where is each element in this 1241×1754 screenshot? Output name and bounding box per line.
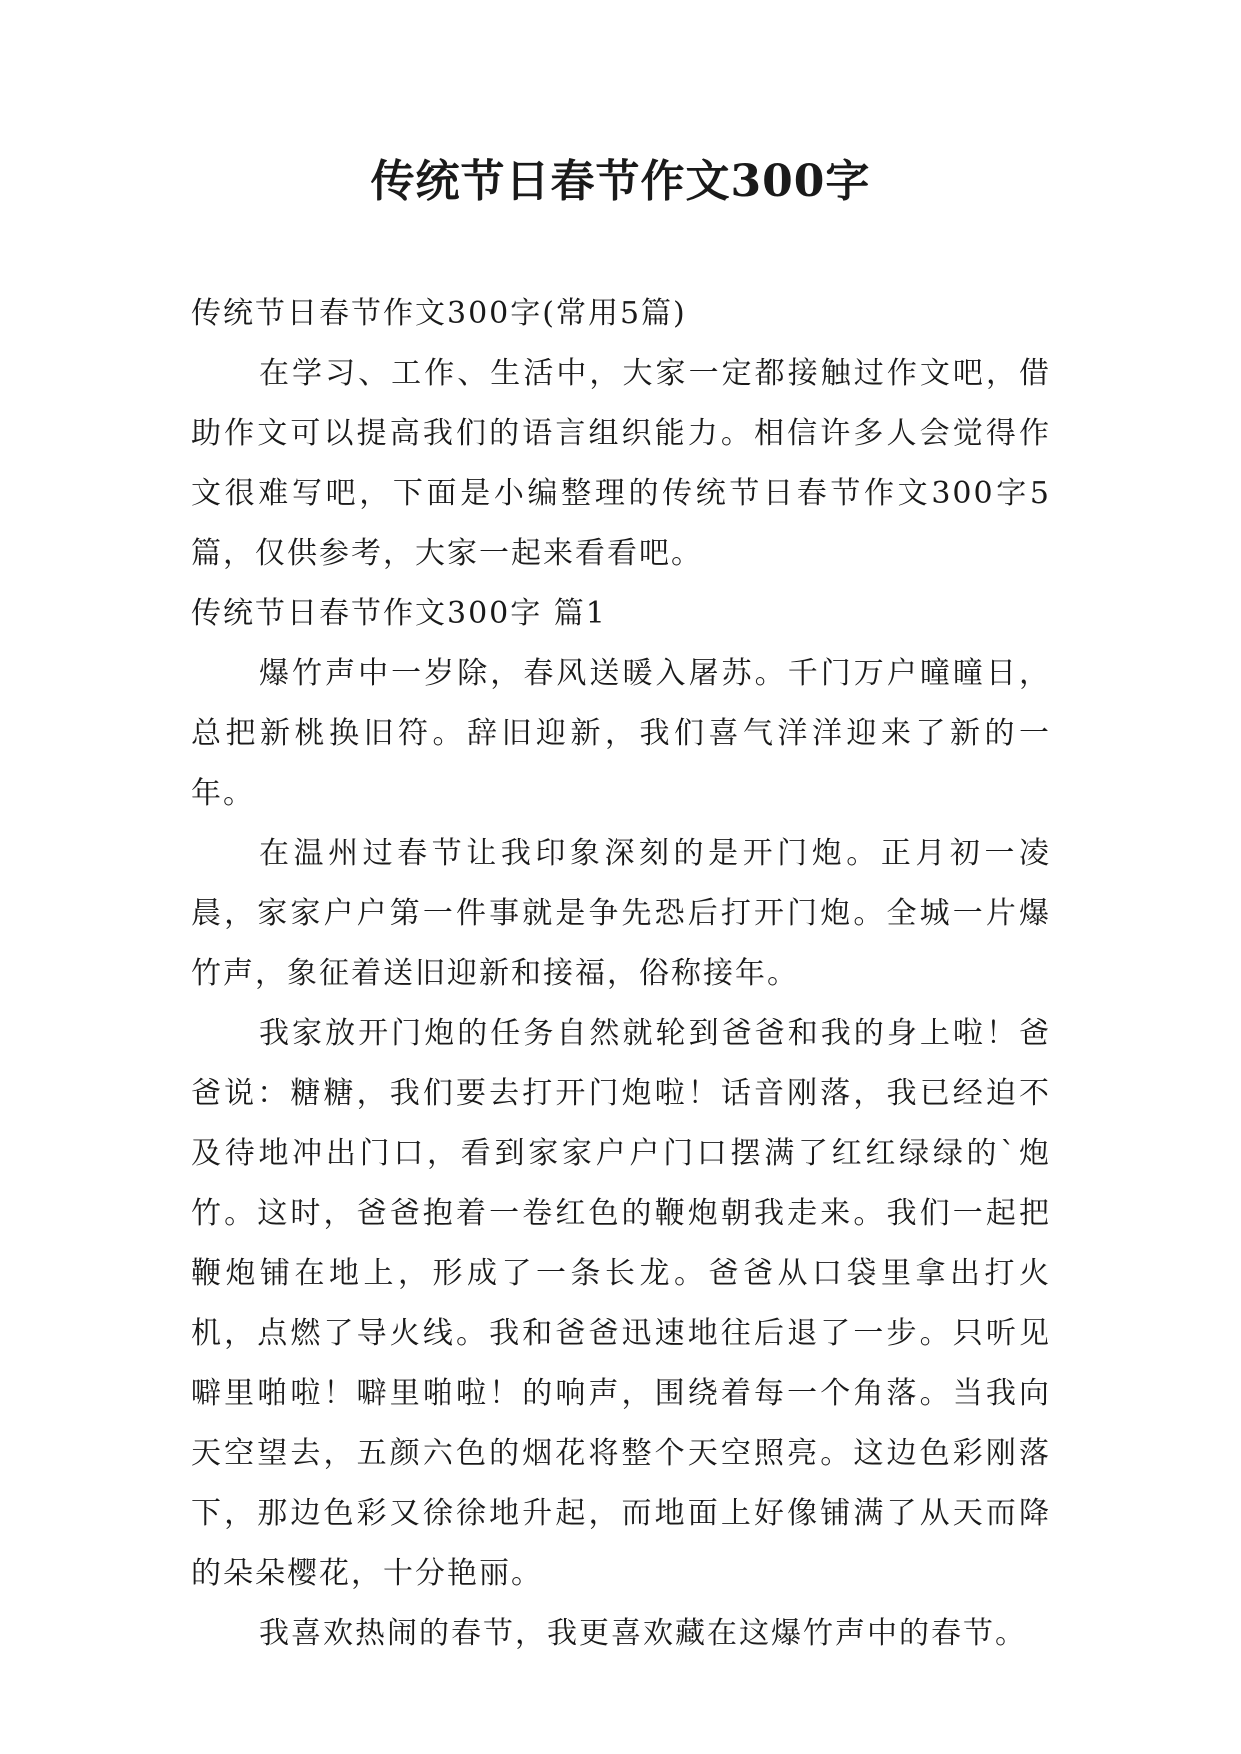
document-title: 传统节日春节作文300字 bbox=[370, 156, 871, 207]
essay-paragraph-3: 我家放开门炮的任务自然就轮到爸爸和我的身上啦！爸爸说：糖糖，我们要去打开门炮啦！话音刚落，我已经迫不及待地冲出门口，看到家家户户门口摆满了红红绿绿的`炮竹。这时，爸爸抱着一卷红色的鞭炮朝我走来。我们一起把鞭炮铺在地上，形成了一条长龙。爸爸从口袋里拿出打火机，点燃了导火线。我和爸爸迅速地往后退了一步。只听见噼里啪啦！噼里啪啦！的响声，围绕着每一个角落。当我向天空望去，五颜六色的烟花将整个天空照亮。这边色彩刚落下，那边色彩又徐徐地升起，而地面上好像铺满了从天而降的朵朵樱花，十分艳丽。 bbox=[191, 1016, 1051, 1591]
intro-paragraph: 在学习、工作、生活中，大家一定都接触过作文吧，借助作文可以提高我们的语言组织能力。相信许多人会觉得作文很难写吧，下面是小编整理的传统节日春节作文300字5篇，仅供参考，大家一起来看看吧。 bbox=[191, 356, 1051, 571]
section-heading: 传统节日春节作文300字 篇1 bbox=[191, 596, 607, 631]
document-subtitle: 传统节日春节作文300字(常用5篇) bbox=[191, 296, 687, 331]
essay-paragraph-4: 我喜欢热闹的春节，我更喜欢藏在这爆竹声中的春节。 bbox=[259, 1616, 1027, 1651]
essay-paragraph-1: 爆竹声中一岁除，春风送暖入屠苏。千门万户曈曈日，总把新桃换旧符。辞旧迎新，我们喜气洋洋迎来了新的一年。 bbox=[191, 656, 1051, 811]
document-body bbox=[191, 284, 1051, 1664]
essay-paragraph-2: 在温州过春节让我印象深刻的是开门炮。正月初一凌晨，家家户户第一件事就是争先恐后打开门炮。全城一片爆竹声，象征着送旧迎新和接福，俗称接年。 bbox=[191, 836, 1051, 991]
